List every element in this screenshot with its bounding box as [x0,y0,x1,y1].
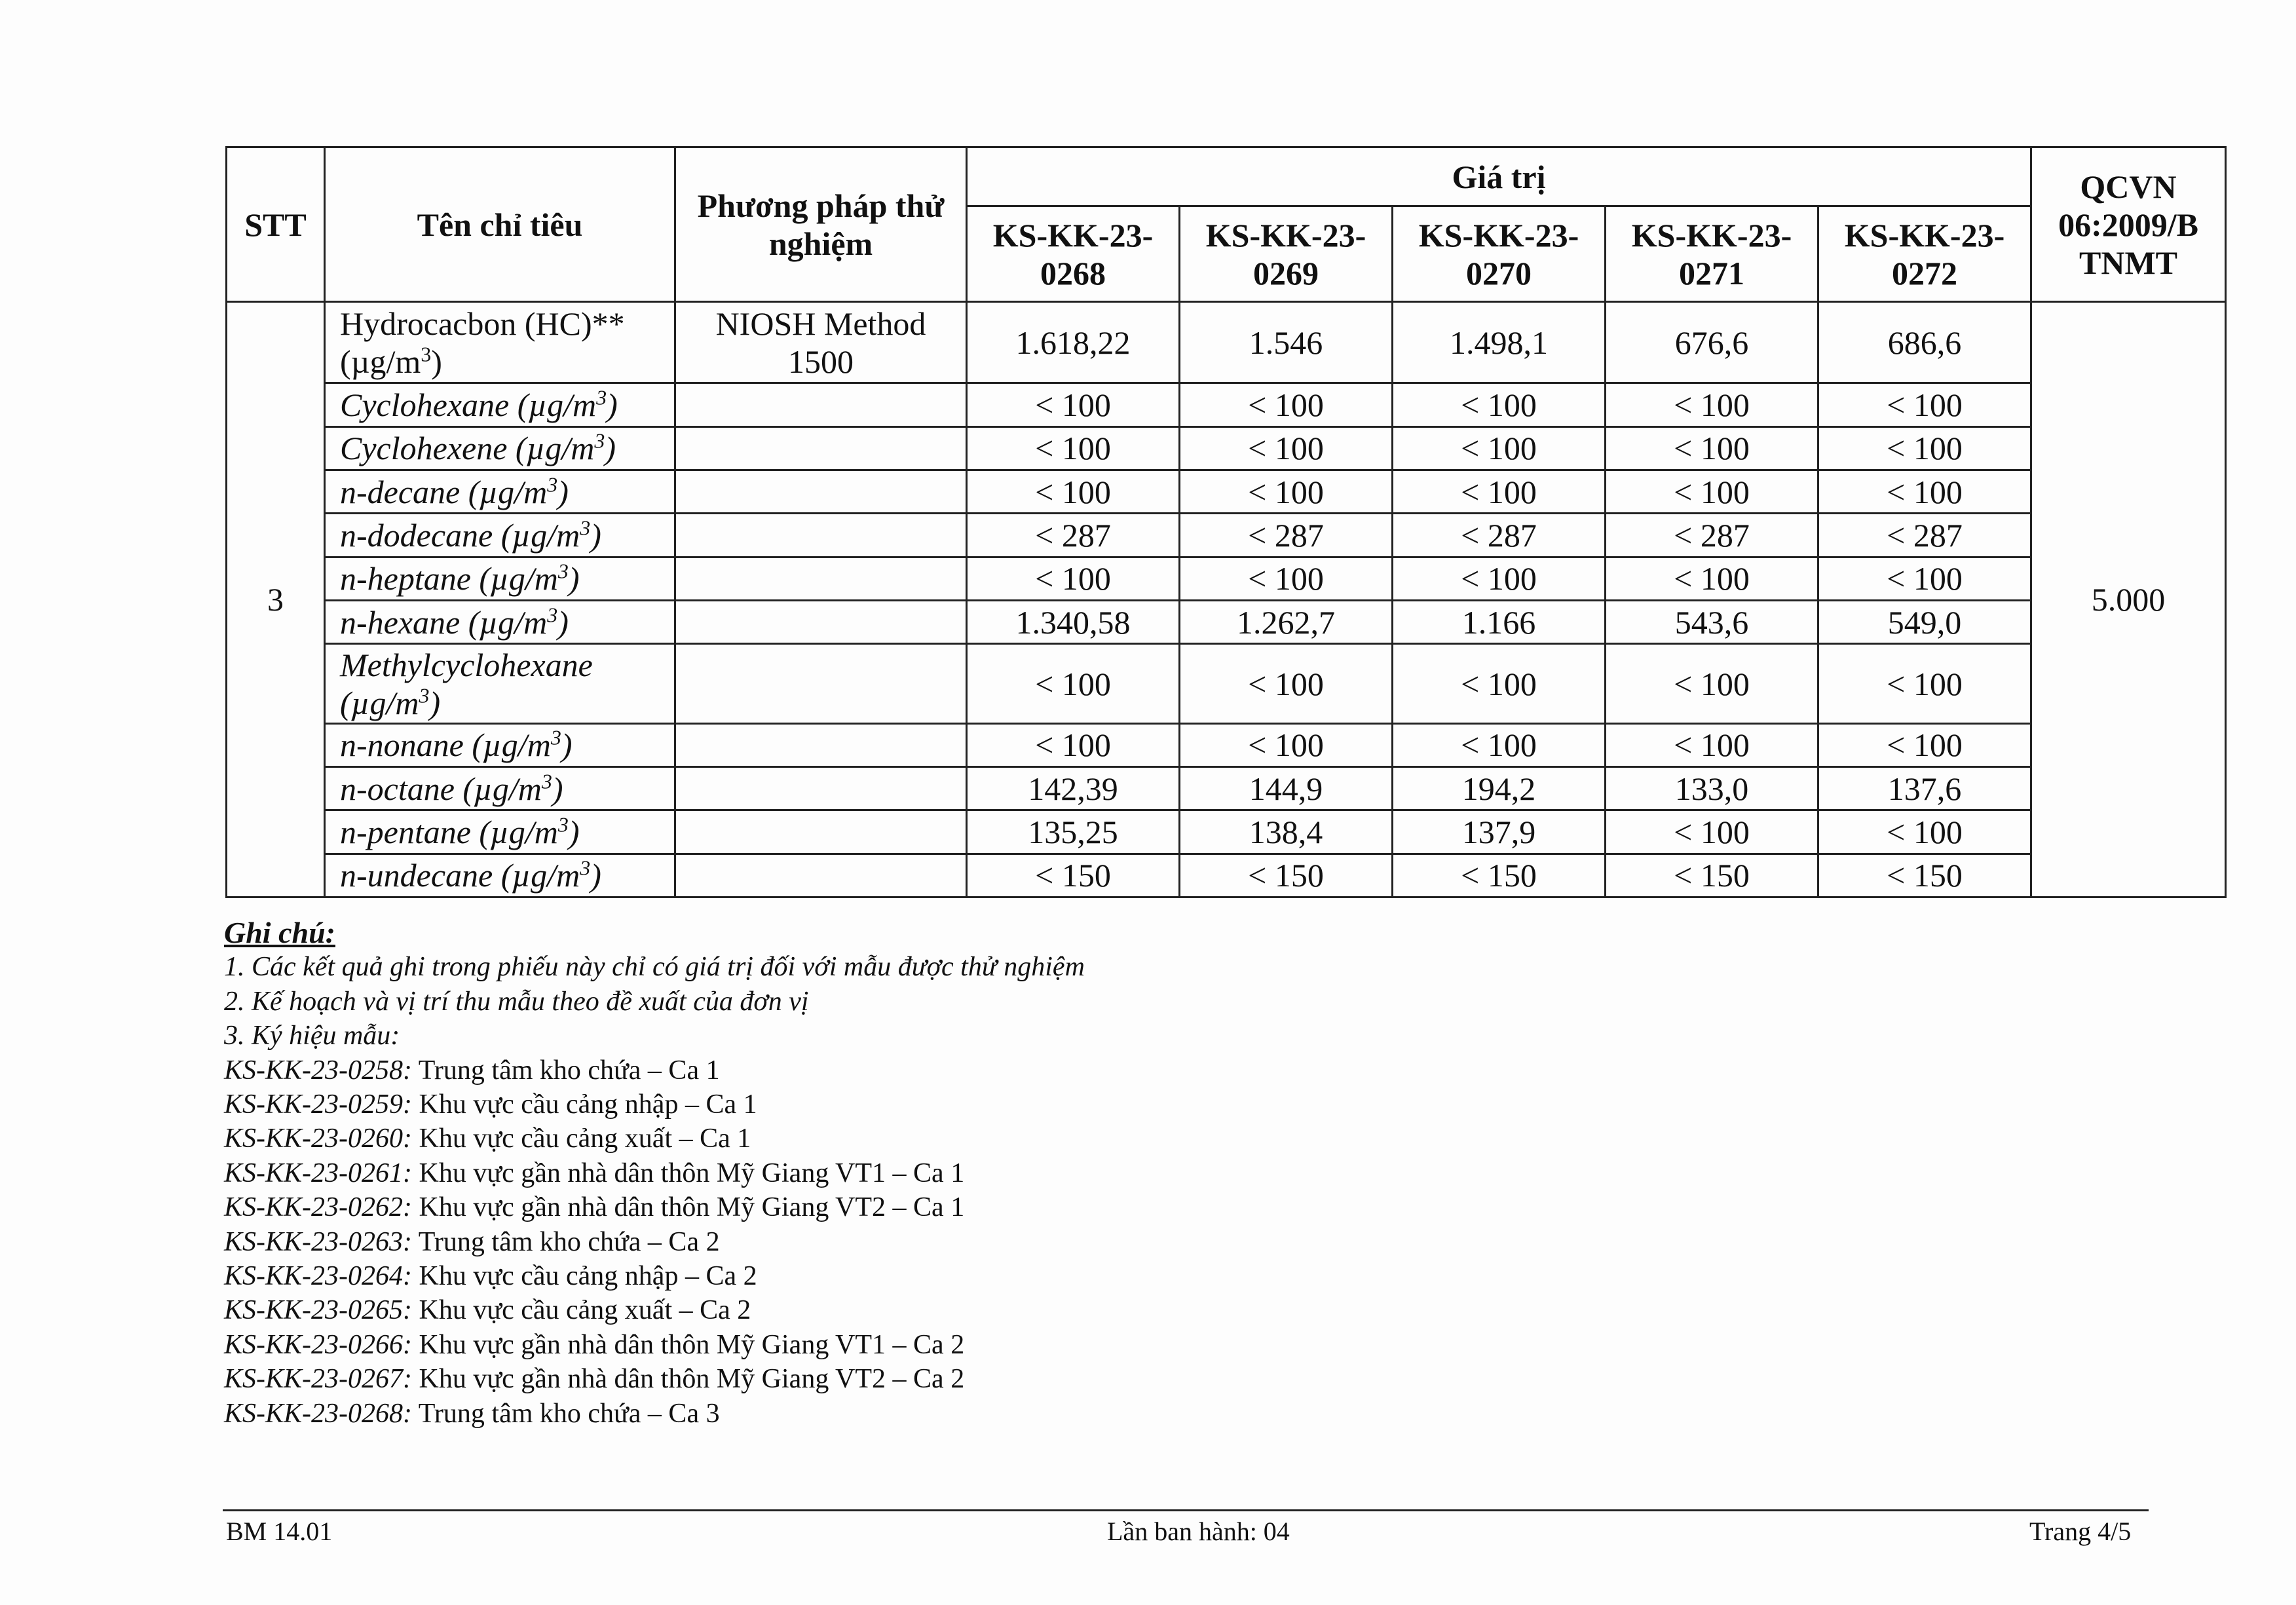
header-method: Phương pháp thử nghiệm [675,147,967,302]
sample-desc: Khu vực gần nhà dân thôn Mỹ Giang VT1 – Ca 1 [412,1158,965,1188]
param-unit-close: ) [590,857,601,894]
standard-cell: 5.000 [2031,302,2226,897]
sample-desc: Trung tâm kho chứa – Ca 2 [412,1226,720,1257]
value-cell: < 100 [967,644,1180,723]
sample-desc: Khu vực gần nhà dân thôn Mỹ Giang VT1 – Ca 2 [412,1329,965,1360]
value-cell: < 100 [1180,723,1393,766]
table-row [227,810,2226,854]
sample-legend-item [224,1397,1085,1431]
table-row [227,302,2226,383]
param-name: Cyclohexene (µg/m [340,430,595,467]
header-param: Tên chỉ tiêu [325,147,675,302]
param-unit-close: ) [605,430,616,467]
note-item: 3. Ký hiệu mẫu: [224,1021,400,1051]
param-unit-exp: 3 [557,559,569,583]
param-name: Methylcyclohexane (µg/m [340,646,593,721]
value-cell: < 100 [1180,470,1393,514]
param-name: Hydrocacbon (HC)** [340,305,625,342]
sample-desc: Khu vực gần nhà dân thôn Mỹ Giang VT2 – Ca 1 [412,1192,965,1223]
sample-list [224,1053,1085,1431]
value-cell: 142,39 [967,767,1180,810]
value-cell: < 150 [967,854,1180,897]
value-cell: 1.618,22 [967,302,1180,383]
value-cell: < 287 [1818,514,2031,557]
param-cell [325,383,675,426]
table-row [227,426,2226,470]
value-cell: < 287 [1606,514,1818,557]
value-cell: < 100 [1818,557,2031,600]
value-cell: < 287 [967,514,1180,557]
param-unit-close: ) [557,603,569,641]
sample-legend-item [224,1362,1085,1396]
sample-legend-item [224,1225,1085,1259]
param-cell [325,644,675,723]
param-name: n-octane (µg/m [340,770,542,807]
value-cell: 135,25 [967,810,1180,854]
sample-desc: Khu vực cầu cảng xuất – Ca 1 [412,1124,751,1154]
param-unit-exp: 3 [419,683,430,707]
value-cell: 549,0 [1818,601,2031,644]
header-sample: KS-KK-23-0269 [1180,206,1393,302]
param-unit-close: ) [590,517,601,554]
value-cell: < 287 [1180,514,1393,557]
param-cell [325,767,675,810]
param-cell [325,426,675,470]
footer-divider [223,1509,2149,1511]
sample-code: KS-KK-23-0263: [224,1226,412,1257]
method-cell [675,601,967,644]
header-value-group: Giá trị [967,147,2031,206]
value-cell: 686,6 [1818,302,2031,383]
value-cell: < 150 [1818,854,2031,897]
method-cell [675,514,967,557]
sample-legend-item [224,1053,1085,1087]
note-item: 2. Kế hoạch và vị trí thu mẫu theo đề xuất của đơn vị [224,986,809,1017]
method-cell [675,810,967,854]
sample-desc: Khu vực gần nhà dân thôn Mỹ Giang VT2 – Ca 2 [412,1364,965,1395]
value-cell: 1.166 [1393,601,1606,644]
param-unit-close: ) [561,727,573,764]
notes-title: Ghi chú: [224,916,335,949]
value-cell: < 100 [1606,426,1818,470]
value-cell: < 150 [1393,854,1606,897]
value-cell: < 100 [967,723,1180,766]
value-cell: < 100 [1606,470,1818,514]
param-cell [325,601,675,644]
value-cell: < 100 [1818,723,2031,766]
param-cell [325,810,675,854]
value-cell: < 100 [1393,470,1606,514]
results-table [225,146,2227,898]
sample-code: KS-KK-23-0264: [224,1261,412,1292]
table-row [227,767,2226,810]
footer-form: BM 14.01 [226,1517,333,1546]
value-cell: 1.546 [1180,302,1393,383]
value-cell: 676,6 [1606,302,1818,383]
table-row [227,557,2226,600]
value-cell: < 100 [967,426,1180,470]
header-sample: KS-KK-23-0271 [1606,206,1818,302]
param-unit-close: ) [607,387,618,424]
method-cell [675,470,967,514]
value-cell: < 100 [1818,644,2031,723]
value-cell: < 100 [1393,383,1606,426]
param-unit-exp: 3 [594,428,605,453]
value-cell: < 100 [1180,426,1393,470]
value-cell: < 287 [1393,514,1606,557]
stt-cell: 3 [227,302,325,897]
param-unit-exp: 3 [550,725,561,749]
sample-desc: Khu vực cầu cảng nhập – Ca 2 [412,1261,757,1292]
method-cell [675,557,967,600]
value-cell: 1.262,7 [1180,601,1393,644]
param-unit-close: ) [429,684,441,721]
value-cell: < 100 [1818,810,2031,854]
sample-code: KS-KK-23-0266: [224,1329,412,1360]
table-row [227,723,2226,766]
table-row [227,383,2226,426]
value-cell: 137,6 [1818,767,2031,810]
table-row [227,514,2226,557]
value-cell: 138,4 [1180,810,1393,854]
param-name: Cyclohexane (µg/m [340,387,597,424]
value-cell: < 100 [1180,644,1393,723]
value-cell: < 100 [1818,426,2031,470]
method-cell [675,767,967,810]
value-cell: 133,0 [1606,767,1818,810]
sample-desc: Trung tâm kho chứa – Ca 3 [412,1398,720,1429]
value-cell: < 100 [1393,557,1606,600]
sample-legend-item [224,1293,1085,1327]
param-unit-close: ) [557,473,569,510]
footer-edition: Lần ban hành: 04 [1107,1517,1290,1546]
param-name: n-dodecane (µg/m [340,517,580,554]
param-unit-exp: 3 [580,856,591,880]
method-cell: NIOSH Method 1500 [675,302,967,383]
method-cell [675,644,967,723]
value-cell: < 100 [1606,383,1818,426]
sample-desc: Trung tâm kho chứa – Ca 1 [412,1055,720,1086]
value-cell: < 100 [1180,557,1393,600]
param-cell [325,302,675,383]
param-name: n-nonane (µg/m [340,727,551,764]
header-standard: QCVN 06:2009/B TNMT [2031,147,2226,302]
header-sample: KS-KK-23-0272 [1818,206,2031,302]
param-unit-exp: 3 [580,516,591,540]
param-cell [325,470,675,514]
sample-code: KS-KK-23-0265: [224,1295,412,1326]
param-unit-exp: 3 [541,769,552,793]
table-row [227,601,2226,644]
param-cell [325,854,675,897]
sample-code: KS-KK-23-0268: [224,1398,412,1429]
notes [224,916,1085,1431]
param-cell [325,514,675,557]
value-cell: 194,2 [1393,767,1606,810]
table-row [227,854,2226,897]
sample-code: KS-KK-23-0260: [224,1124,412,1154]
param-name: n-heptane (µg/m [340,560,558,597]
sample-code: KS-KK-23-0259: [224,1089,412,1120]
value-cell: < 100 [1606,557,1818,600]
sample-code: KS-KK-23-0262: [224,1192,412,1223]
value-cell: 144,9 [1180,767,1393,810]
value-cell: 1.498,1 [1393,302,1606,383]
method-cell [675,426,967,470]
sample-desc: Khu vực cầu cảng nhập – Ca 1 [412,1089,757,1120]
value-cell: < 100 [1180,383,1393,426]
value-cell: < 100 [1606,810,1818,854]
value-cell: < 100 [967,557,1180,600]
param-unit-exp: 3 [557,812,569,837]
value-cell: < 100 [1393,723,1606,766]
value-cell: < 100 [1393,644,1606,723]
sample-code: KS-KK-23-0261: [224,1158,412,1188]
table-row [227,644,2226,723]
value-cell: < 100 [967,470,1180,514]
param-unit-close: ) [568,560,580,597]
param-unit-exp: 3 [547,603,558,627]
sample-legend-item [224,1259,1085,1293]
param-unit-close: ) [431,343,442,380]
sample-legend-item [224,1190,1085,1224]
sample-legend-item [224,1087,1085,1122]
footer-page: Trang 4/5 [2029,1517,2132,1546]
value-cell: < 100 [1393,426,1606,470]
value-cell: 137,9 [1393,810,1606,854]
sample-code: KS-KK-23-0267: [224,1364,412,1395]
note-item: 1. Các kết quả ghi trong phiếu này chỉ có giá trị đối với mẫu được thử nghiệm [224,952,1085,983]
value-cell: < 100 [1606,644,1818,723]
sample-legend-item [224,1328,1085,1362]
param-unit: (µg/m [340,343,421,380]
value-cell: 1.340,58 [967,601,1180,644]
param-unit-exp: 3 [596,385,607,409]
value-cell: < 100 [967,383,1180,426]
param-name: n-undecane (µg/m [340,857,580,894]
header-sample: KS-KK-23-0268 [967,206,1180,302]
sample-desc: Khu vực cầu cảng xuất – Ca 2 [412,1295,751,1326]
method-cell [675,383,967,426]
param-name: n-hexane (µg/m [340,603,548,641]
sample-legend-item [224,1122,1085,1156]
param-cell [325,723,675,766]
sample-code: KS-KK-23-0258: [224,1055,412,1086]
value-cell: < 100 [1818,470,2031,514]
param-name: n-decane (µg/m [340,473,548,510]
param-name: n-pentane (µg/m [340,814,558,850]
value-cell: < 150 [1180,854,1393,897]
value-cell: < 100 [1818,383,2031,426]
header-stt: STT [227,147,325,302]
param-unit-exp: 3 [421,342,432,366]
value-cell: < 150 [1606,854,1818,897]
sample-legend-item [224,1156,1085,1190]
value-cell: < 100 [1606,723,1818,766]
param-unit-exp: 3 [547,472,558,497]
method-cell [675,854,967,897]
param-cell [325,557,675,600]
method-cell [675,723,967,766]
param-unit-close: ) [552,770,563,807]
param-unit-close: ) [568,814,580,850]
table-row [227,470,2226,514]
header-sample: KS-KK-23-0270 [1393,206,1606,302]
value-cell: 543,6 [1606,601,1818,644]
